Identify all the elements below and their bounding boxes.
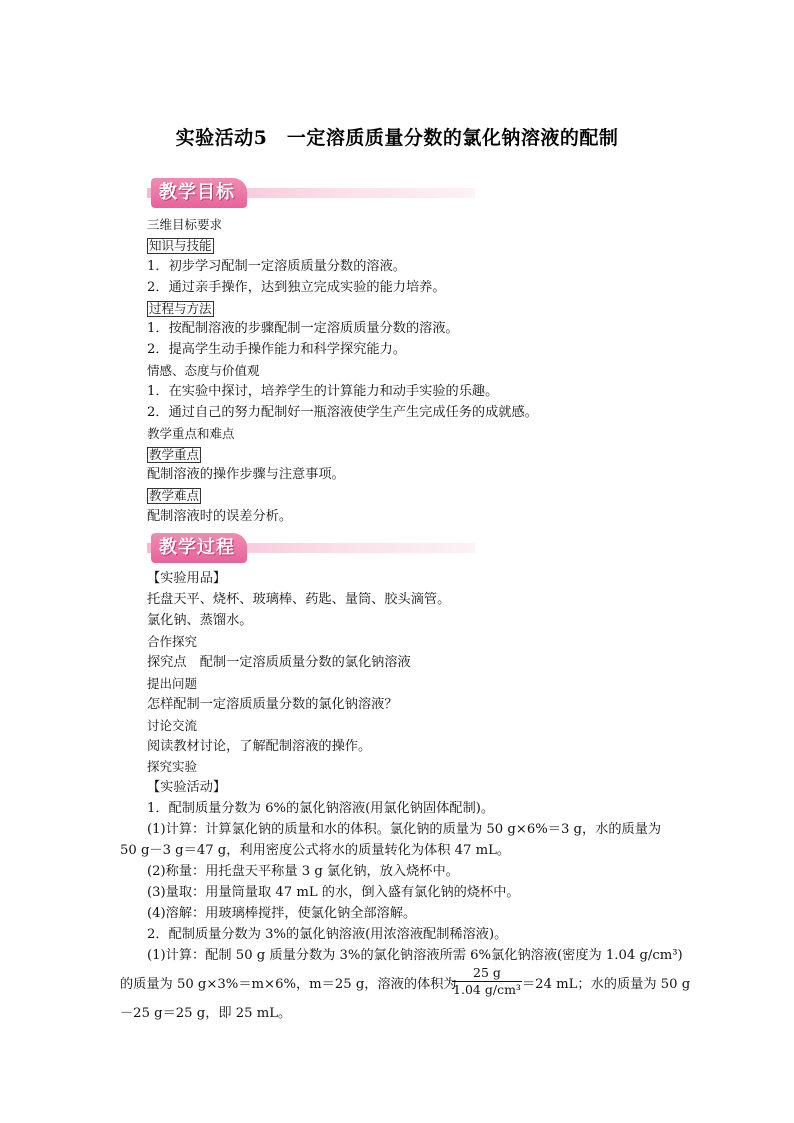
- knowledge-item-1: 1．初步学习配制一定溶质质量分数的溶液。: [147, 259, 406, 274]
- discuss-heading: 讨论交流: [147, 718, 198, 733]
- activity-1-calc-line-1: (1)计算：计算氯化钠的质量和水的体积。氯化钠的质量为 50 g×6%＝3 g，水的质量为: [147, 822, 662, 837]
- supplies-heading: 【实验用品】: [147, 571, 227, 586]
- activity-1-measure: (3)量取：用量筒量取 47 mL 的水，倒入盛有氯化钠的烧杯中。: [147, 885, 520, 900]
- discuss-text: 阅读教材讨论，了解配制溶液的操作。: [147, 739, 372, 754]
- activity-1-weigh: (2)称量：用托盘天平称量 3 g 氯化钠，放入烧杯中。: [147, 864, 459, 879]
- activity-2: 2．配制质量分数为 3%的氯化钠溶液(用浓溶液配制稀溶液)。: [147, 927, 508, 942]
- page-title: 实验活动5 一定溶质质量分数的氯化钠溶液的配制: [175, 127, 619, 149]
- banner-label: 教学目标: [151, 178, 247, 208]
- question-heading: 提出问题: [147, 676, 198, 691]
- section-banner-process: [147, 533, 475, 563]
- difficult-heading: 教学难点: [149, 488, 200, 503]
- process-heading-wrap: [147, 300, 214, 318]
- process-heading: 过程与方法: [149, 301, 212, 316]
- coop-heading: 合作探究: [147, 634, 198, 649]
- emotion-heading: 情感、态度与价值观: [147, 363, 260, 378]
- activity-2-calc-line-2a: 的质量为 50 g×3%＝m×6%，m＝25 g，溶液的体积为: [120, 977, 457, 992]
- explore-heading: 探究实验: [147, 759, 198, 774]
- knowledge-heading-wrap: [147, 237, 214, 255]
- section-banner-goals: [147, 178, 475, 208]
- volume-fraction: [452, 965, 522, 998]
- emotion-item-1: 1．在实验中探讨，培养学生的计算能力和动手实验的乐趣。: [147, 384, 499, 399]
- key-heading: 教学重点: [149, 447, 200, 462]
- key-text: 配制溶液的操作步骤与注意事项。: [147, 467, 345, 482]
- banner-label: 教学过程: [151, 533, 247, 563]
- activity-2-calc-line-1: (1)计算：配制 50 g 质量分数为 3%的氯化钠溶液所需 6%氯化钠溶液(密度为 1.04 g/cm³): [147, 948, 683, 963]
- key-heading-wrap: [147, 446, 201, 464]
- explore-point: 探究点 配制一定溶质质量分数的氯化钠溶液: [147, 655, 411, 670]
- supplies-reagents: 氯化钠、蒸馏水。: [147, 613, 253, 628]
- process-item-2: 2．提高学生动手操作能力和科学探究能力。: [147, 342, 406, 357]
- activity-1-dissolve: (4)溶解：用玻璃棒搅拌，使氯化钠全部溶解。: [147, 906, 417, 921]
- difficult-text: 配制溶液时的误差分析。: [147, 509, 293, 524]
- fraction-denominator: 1.04 g/cm³: [453, 982, 521, 997]
- question-text: 怎样配制一定溶质质量分数的氯化钠溶液？: [147, 697, 398, 712]
- fraction-numerator: 25 g: [452, 965, 522, 982]
- supplies-tools: 托盘天平、烧杯、玻璃棒、药匙、量筒、胶头滴管。: [147, 592, 451, 607]
- activity-heading: 【实验活动】: [147, 780, 227, 795]
- key-difficult-heading: 教学重点和难点: [147, 426, 235, 441]
- knowledge-item-2: 2．通过亲手操作，达到独立完成实验的能力培养。: [147, 280, 446, 295]
- knowledge-heading: 知识与技能: [149, 238, 212, 253]
- activity-1-calc-line-2: 50 g－3 g＝47 g，利用密度公式将水的质量转化为体积 47 mL。: [120, 843, 511, 858]
- activity-2-calc-line-2b: ＝24 mL；水的质量为 50 g: [522, 977, 691, 992]
- activity-1: 1．配制质量分数为 6%的氯化钠溶液(用氯化钠固体配制)。: [147, 801, 495, 816]
- process-item-1: 1．按配制溶液的步骤配制一定溶质质量分数的溶液。: [147, 321, 459, 336]
- three-dim-heading: 三维目标要求: [147, 217, 223, 232]
- activity-2-calc-line-3: －25 g＝25 g，即 25 mL。: [120, 1006, 292, 1021]
- difficult-heading-wrap: [147, 487, 201, 505]
- emotion-item-2: 2．通过自己的努力配制好一瓶溶液使学生产生完成任务的成就感。: [147, 405, 538, 420]
